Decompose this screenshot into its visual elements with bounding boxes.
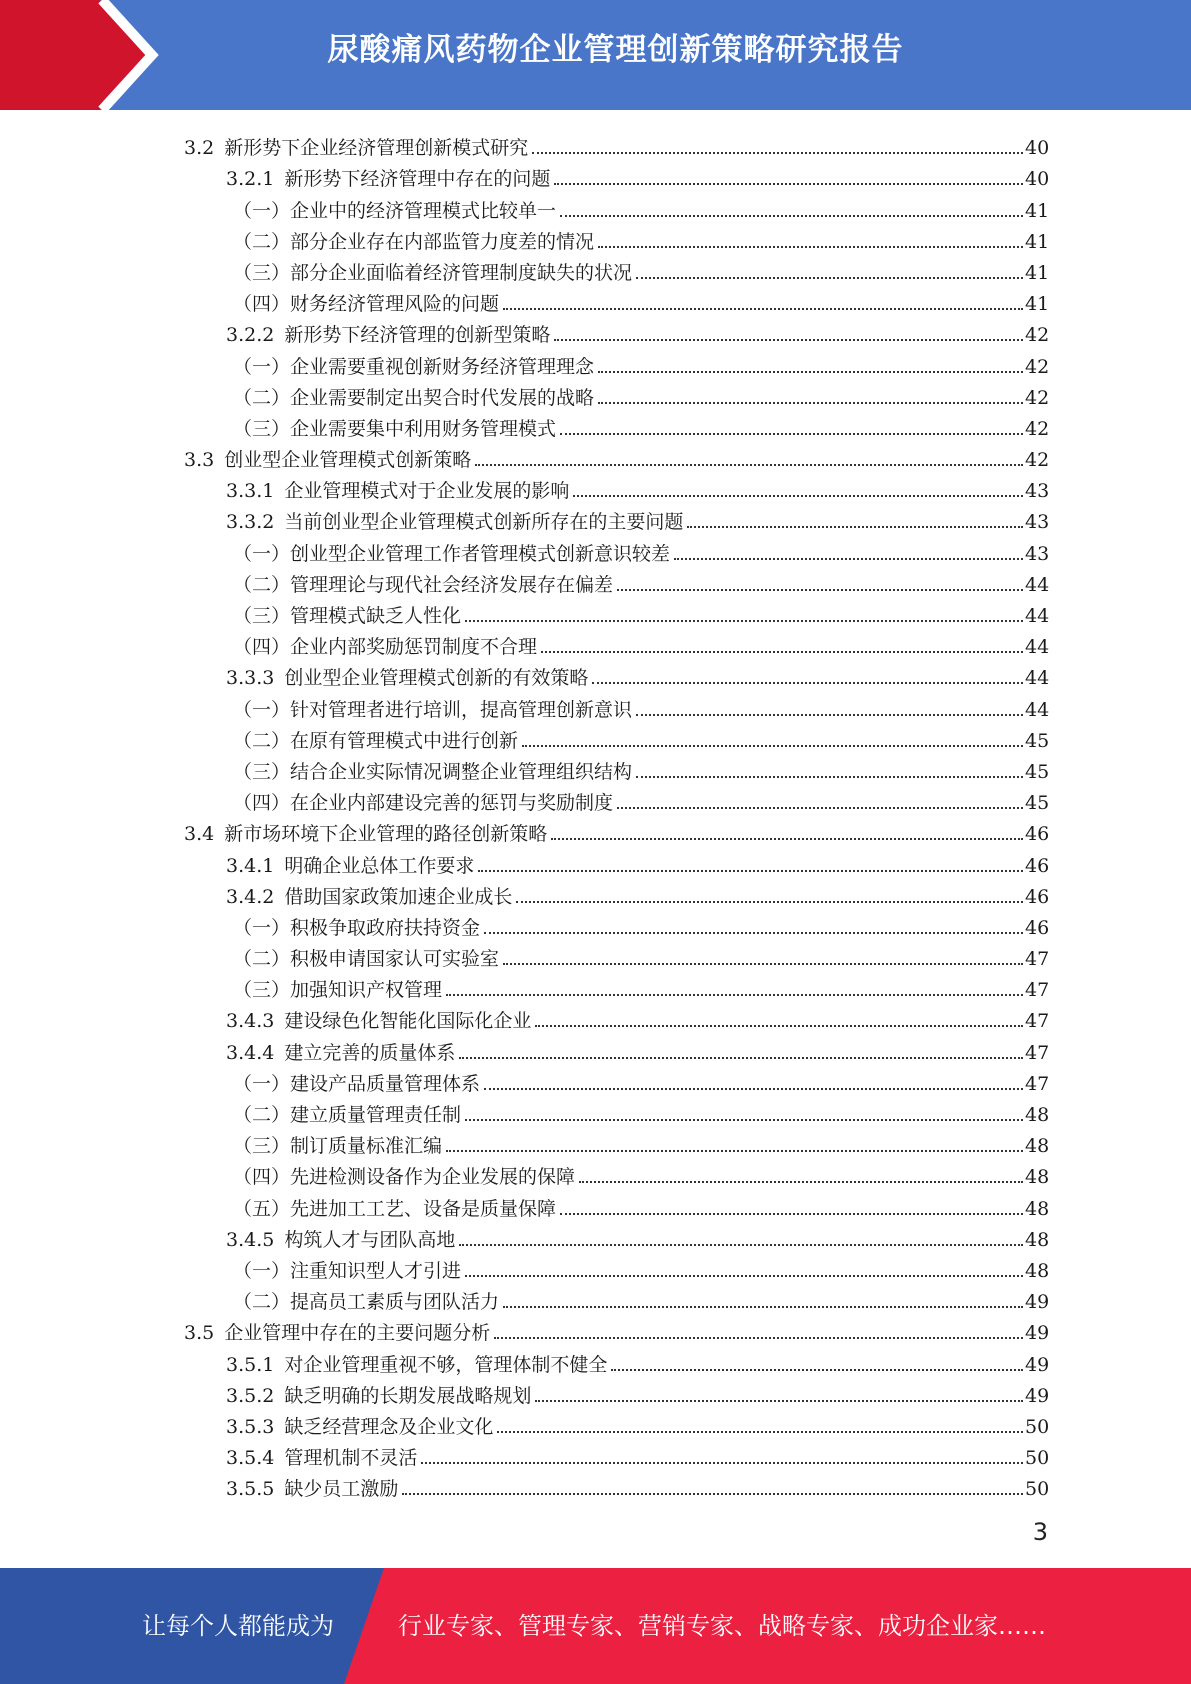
toc-entry[interactable] (0, 503, 1191, 534)
toc-entry-label (226, 1384, 531, 1408)
toc-dot-leader (484, 1087, 1023, 1090)
toc-entry-page: 47 (1025, 979, 1050, 1002)
toc-entry-label (233, 1290, 499, 1314)
toc-entry-page: 41 (1025, 261, 1050, 284)
toc-entry[interactable] (0, 628, 1191, 659)
toc-entry-title: （一）企业需要重视创新财务经济管理理念 (233, 355, 595, 378)
toc-entry[interactable] (0, 472, 1191, 503)
toc-entry-title: （二）提高员工素质与团队活力 (233, 1291, 500, 1314)
toc-entry-label (226, 885, 512, 909)
toc-entry-title: （二）管理理论与现代社会经济发展存在偏差 (233, 573, 614, 596)
toc-entry-page: 48 (1025, 1259, 1050, 1282)
toc-entry[interactable] (0, 659, 1191, 690)
toc-entry-page: 49 (1025, 1384, 1050, 1407)
toc-dot-leader (532, 151, 1023, 154)
toc-entry-number: 3.5.1 (226, 1353, 275, 1376)
toc-entry[interactable] (0, 784, 1191, 815)
toc-entry-title: 企业管理中存在的主要问题分析 (224, 1322, 491, 1345)
toc-dot-leader (636, 713, 1023, 716)
toc-entry-title: 缺少员工激励 (284, 1478, 399, 1501)
toc-entry-page: 49 (1025, 1322, 1050, 1345)
toc-entry-number: 3.4.2 (226, 885, 275, 908)
toc-dot-leader (465, 1118, 1023, 1121)
toc-entry[interactable] (0, 285, 1191, 316)
toc-entry[interactable] (0, 410, 1191, 441)
toc-entry-label (184, 136, 528, 160)
toc-entry[interactable] (0, 753, 1191, 784)
toc-entry-number: 3.2 (184, 137, 215, 160)
toc-dot-leader (475, 463, 1023, 466)
toc-entry-page: 42 (1025, 355, 1050, 378)
toc-dot-leader (535, 1399, 1023, 1402)
toc-dot-leader (554, 338, 1023, 341)
toc-dot-leader (494, 1336, 1023, 1339)
toc-entry-page: 48 (1025, 1104, 1050, 1126)
toc-entry-title: （五）先进加工工艺、设备是质量保障 (233, 1197, 557, 1220)
toc-entry[interactable] (0, 191, 1191, 222)
toc-entry-title: （四）企业内部奖励惩罚制度不合理 (233, 636, 538, 659)
toc-entry-number: 3.4.3 (226, 1010, 275, 1033)
toc-entry-label (226, 1477, 398, 1501)
toc-entry-title: （三）部分企业面临着经济管理制度缺失的状况 (233, 261, 633, 284)
toc-entry[interactable] (0, 1221, 1191, 1252)
toc-entry-title: （一）注重知识型人才引进 (233, 1259, 462, 1282)
toc-entry-title: （二）在原有管理模式中进行创新 (233, 729, 519, 752)
toc-dot-leader (421, 1461, 1023, 1464)
toc-entry-label (226, 666, 588, 690)
toc-entry[interactable] (0, 722, 1191, 753)
toc-entry-page: 46 (1025, 823, 1050, 846)
toc-entry-page: 43 (1025, 542, 1050, 565)
toc-entry-page: 43 (1025, 480, 1050, 503)
toc-entry-number: 3.5.2 (226, 1384, 275, 1407)
toc-entry-title: 借助国家政策加速企业成长 (284, 885, 513, 908)
toc-entry-title: （三）结合企业实际情况调整企业管理组织结构 (233, 760, 633, 783)
toc-entry-title: （一）创业型企业管理工作者管理模式创新意识较差 (233, 542, 671, 565)
toc-entry-label (233, 604, 461, 628)
toc-entry-number: 3.4.4 (226, 1041, 275, 1064)
toc-entry-number: 3.5.3 (226, 1415, 275, 1438)
toc-entry-page: 42 (1025, 386, 1050, 409)
toc-entry-label (233, 916, 480, 940)
toc-entry-page: 40 (1025, 168, 1050, 191)
toc-entry-title: 企业管理模式对于企业发展的影响 (284, 480, 570, 503)
toc-dot-leader (516, 900, 1023, 903)
toc-entry-title: （一）积极争取政府扶持资金 (233, 916, 481, 939)
toc-entry-number: 3.2.1 (226, 168, 275, 191)
toc-entry-page: 47 (1025, 948, 1050, 971)
toc-entry[interactable] (0, 441, 1191, 472)
toc-entry-label (233, 1165, 575, 1189)
toc-entry-page: 42 (1025, 449, 1050, 472)
toc-dot-leader (687, 525, 1023, 528)
toc-entry-title: （三）管理模式缺乏人性化 (233, 605, 462, 627)
toc-dot-leader (503, 962, 1023, 965)
toc-entry-title: 当前创业型企业管理模式创新所存在的主要问题 (284, 511, 684, 534)
page-footer (0, 1568, 1191, 1684)
toc-entry-title: 新形势下经济管理的创新型策略 (284, 324, 551, 347)
toc-entry-label (233, 635, 537, 659)
toc-entry-label (233, 698, 632, 722)
toc-dot-leader (554, 182, 1023, 185)
toc-entry-page: 48 (1025, 1135, 1050, 1158)
toc-entry-label (184, 448, 471, 472)
toc-entry[interactable] (0, 160, 1191, 191)
toc-entry[interactable] (0, 1158, 1191, 1189)
toc-entry-label (226, 1415, 493, 1439)
toc-entry-page: 42 (1025, 417, 1050, 440)
toc-entry-page: 44 (1025, 605, 1050, 627)
toc-entry-number: 3.4.1 (226, 854, 275, 877)
table-of-contents (0, 129, 1191, 1501)
toc-entry[interactable] (0, 1408, 1191, 1439)
toc-entry-title: 创业型企业管理模式创新的有效策略 (284, 667, 589, 690)
toc-entry-page: 44 (1025, 698, 1050, 721)
toc-entry[interactable] (0, 1033, 1191, 1064)
toc-dot-leader (446, 993, 1023, 996)
toc-entry-title: （三）企业需要集中利用财务管理模式 (233, 417, 557, 440)
toc-entry-number: 3.2.2 (226, 324, 275, 347)
toc-entry-page: 46 (1025, 854, 1050, 877)
toc-entry-label (184, 822, 547, 846)
toc-entry-page: 50 (1025, 1415, 1050, 1438)
toc-dot-leader (636, 276, 1023, 279)
toc-entry-number: 3.5.4 (226, 1447, 275, 1470)
toc-entry-title: （一）建设产品质量管理体系 (233, 1072, 481, 1095)
toc-entry[interactable] (0, 1252, 1191, 1283)
toc-dot-leader (541, 650, 1023, 653)
toc-dot-leader (478, 869, 1023, 872)
toc-entry-label (233, 1072, 480, 1096)
toc-entry[interactable] (0, 534, 1191, 565)
toc-entry-label (184, 1321, 490, 1345)
toc-entry-page: 49 (1025, 1353, 1050, 1376)
toc-entry-page: 50 (1025, 1478, 1050, 1501)
toc-entry-page: 47 (1025, 1010, 1050, 1033)
toc-dot-leader (503, 1305, 1023, 1308)
toc-entry-page: 50 (1025, 1447, 1050, 1470)
toc-entry-page: 40 (1025, 137, 1050, 160)
toc-entry[interactable] (0, 940, 1191, 971)
toc-entry-title: 新形势下经济管理中存在的问题 (284, 168, 551, 191)
toc-entry-number: 3.5.5 (226, 1478, 275, 1501)
toc-entry-title: （三）加强知识产权管理 (233, 979, 443, 1002)
toc-entry-page: 41 (1025, 199, 1050, 222)
page-header (0, 0, 1191, 110)
toc-entry-title: 缺乏明确的长期发展战略规划 (284, 1384, 532, 1407)
toc-entry-title: 构筑人才与团队高地 (284, 1228, 456, 1251)
toc-entry[interactable] (0, 1096, 1191, 1127)
toc-entry-page: 45 (1025, 792, 1050, 815)
toc-entry-page: 46 (1025, 916, 1050, 939)
toc-entry-title: 管理机制不灵活 (284, 1447, 418, 1470)
toc-entry-page: 49 (1025, 1291, 1050, 1314)
footer-slogan-right: 行业专家、管理专家、营销专家、战略专家、成功企业家…… (398, 1612, 1046, 1640)
toc-entry-page: 42 (1025, 324, 1050, 347)
toc-entry-page: 41 (1025, 293, 1050, 316)
toc-entry-number: 3.3.1 (226, 480, 275, 503)
toc-entry-page: 44 (1025, 636, 1050, 659)
toc-entry[interactable] (0, 1065, 1191, 1096)
toc-entry-label (226, 1009, 531, 1033)
toc-dot-leader (598, 245, 1023, 248)
toc-entry-page: 44 (1025, 667, 1050, 690)
toc-entry[interactable] (0, 1345, 1191, 1376)
toc-dot-leader (402, 1492, 1023, 1495)
toc-entry-label (233, 355, 594, 379)
toc-entry-label (226, 1446, 417, 1470)
toc-entry-page: 47 (1025, 1072, 1050, 1095)
toc-entry[interactable] (0, 129, 1191, 160)
toc-entry-title: （二）企业需要制定出契合时代发展的战略 (233, 386, 595, 409)
toc-dot-leader (560, 432, 1023, 435)
toc-entry-label (226, 854, 474, 878)
toc-entry-label (233, 791, 613, 815)
toc-dot-leader (465, 619, 1023, 622)
toc-dot-leader (484, 931, 1023, 934)
toc-entry[interactable] (0, 316, 1191, 347)
toc-dot-leader (503, 307, 1023, 310)
toc-entry-label (226, 479, 569, 503)
toc-entry-title: 新形势下企业经济管理创新模式研究 (224, 137, 529, 160)
toc-entry-label (233, 199, 556, 223)
toc-entry[interactable] (0, 971, 1191, 1002)
toc-entry[interactable] (0, 846, 1191, 877)
toc-entry-title: （二）建立质量管理责任制 (233, 1104, 462, 1126)
toc-entry-label (233, 760, 632, 784)
toc-entry-label (233, 1103, 461, 1127)
toc-entry-label (233, 386, 594, 410)
toc-entry-label (226, 1041, 455, 1065)
toc-entry-title: （四）财务经济管理风险的问题 (233, 293, 500, 316)
toc-entry-page: 48 (1025, 1197, 1050, 1220)
toc-entry-label (233, 1134, 442, 1158)
toc-entry-label (233, 1197, 556, 1221)
toc-entry[interactable] (0, 566, 1191, 597)
toc-entry-label (226, 510, 683, 534)
toc-entry[interactable] (0, 1189, 1191, 1220)
toc-entry-label (233, 1259, 461, 1283)
toc-entry-page: 43 (1025, 511, 1050, 534)
toc-entry-label (233, 230, 594, 254)
toc-entry-title: （二）积极申请国家认可实验室 (233, 948, 500, 971)
toc-dot-leader (535, 1024, 1023, 1027)
toc-entry[interactable] (0, 878, 1191, 909)
toc-dot-leader (674, 557, 1023, 560)
toc-dot-leader (560, 214, 1023, 217)
toc-entry-title: （一）企业中的经济管理模式比较单一 (233, 199, 557, 222)
toc-entry-number: 3.5 (184, 1322, 215, 1345)
toc-dot-leader (497, 1430, 1023, 1433)
toc-entry[interactable] (0, 379, 1191, 410)
toc-dot-leader (560, 1212, 1023, 1215)
toc-dot-leader (446, 1149, 1023, 1152)
toc-dot-leader (598, 370, 1023, 373)
document-title: 尿酸痛风药物企业管理创新策略研究报告 (327, 32, 904, 68)
toc-dot-leader (465, 1274, 1023, 1277)
toc-entry-page: 46 (1025, 885, 1050, 908)
toc-dot-leader (598, 401, 1023, 404)
toc-dot-leader (459, 1056, 1023, 1059)
toc-entry-label (233, 729, 518, 753)
toc-entry-number: 3.3.3 (226, 667, 275, 690)
toc-entry[interactable] (0, 1377, 1191, 1408)
toc-dot-leader (592, 681, 1023, 684)
toc-entry-label (226, 167, 550, 191)
toc-dot-leader (636, 775, 1023, 778)
toc-entry[interactable] (0, 1002, 1191, 1033)
toc-entry-title: （四）在企业内部建设完善的惩罚与奖励制度 (233, 792, 614, 815)
toc-entry[interactable] (0, 909, 1191, 940)
toc-entry-page: 48 (1025, 1166, 1050, 1189)
toc-entry[interactable] (0, 815, 1191, 846)
toc-entry-page: 44 (1025, 573, 1050, 596)
toc-entry[interactable] (0, 1470, 1191, 1501)
toc-entry-label (233, 947, 499, 971)
footer-slogan-left: 让每个人都能成为 (142, 1612, 334, 1640)
toc-dot-leader (573, 494, 1023, 497)
toc-entry-title: 建设绿色化智能化国际化企业 (284, 1010, 532, 1033)
toc-entry-label (226, 323, 550, 347)
toc-entry-number: 3.3.2 (226, 511, 275, 534)
toc-entry[interactable] (0, 597, 1191, 628)
toc-entry[interactable] (0, 1127, 1191, 1158)
toc-entry-title: 对企业管理重视不够，管理体制不健全 (284, 1353, 608, 1376)
toc-entry-title: 缺乏经营理念及企业文化 (284, 1415, 494, 1438)
toc-entry-page: 45 (1025, 760, 1050, 783)
toc-entry-label (233, 261, 632, 285)
toc-entry[interactable] (0, 223, 1191, 254)
toc-entry[interactable] (0, 690, 1191, 721)
toc-entry-page: 48 (1025, 1228, 1050, 1251)
toc-entry-label (226, 1353, 607, 1377)
toc-entry[interactable] (0, 347, 1191, 378)
toc-entry[interactable] (0, 254, 1191, 285)
toc-entry-label (226, 1228, 455, 1252)
toc-entry-number: 3.4 (184, 823, 215, 846)
toc-entry-title: （四）先进检测设备作为企业发展的保障 (233, 1166, 576, 1189)
toc-entry-label (233, 978, 442, 1002)
toc-entry-label (233, 542, 670, 566)
toc-entry[interactable] (0, 1314, 1191, 1345)
toc-entry-label (233, 573, 613, 597)
toc-entry-title: 新市场环境下企业管理的路径创新策略 (224, 823, 548, 846)
toc-entry-title: 建立完善的质量体系 (284, 1041, 456, 1064)
toc-entry-label (233, 292, 499, 316)
toc-entry-number: 3.3 (184, 449, 215, 472)
toc-entry-title: 创业型企业管理模式创新策略 (224, 449, 472, 472)
toc-entry-page: 41 (1025, 230, 1050, 253)
toc-dot-leader (459, 1243, 1023, 1246)
toc-dot-leader (579, 1180, 1023, 1183)
toc-entry[interactable] (0, 1283, 1191, 1314)
toc-dot-leader (617, 806, 1023, 809)
toc-dot-leader (611, 1368, 1023, 1371)
toc-entry-page: 45 (1025, 729, 1050, 752)
toc-entry-number: 3.4.5 (226, 1228, 275, 1251)
toc-dot-leader (617, 588, 1023, 591)
toc-dot-leader (522, 744, 1023, 747)
toc-entry-title: （二）部分企业存在内部监管力度差的情况 (233, 230, 595, 253)
toc-entry-title: （一）针对管理者进行培训，提高管理创新意识 (233, 698, 633, 721)
toc-entry-title: （三）制订质量标准汇编 (233, 1135, 443, 1158)
toc-entry-title: 明确企业总体工作要求 (284, 854, 475, 877)
toc-dot-leader (551, 837, 1023, 840)
toc-entry-page: 47 (1025, 1041, 1050, 1064)
toc-entry-label (233, 417, 556, 441)
toc-entry[interactable] (0, 1439, 1191, 1470)
page-number: 3 (1032, 1518, 1048, 1546)
